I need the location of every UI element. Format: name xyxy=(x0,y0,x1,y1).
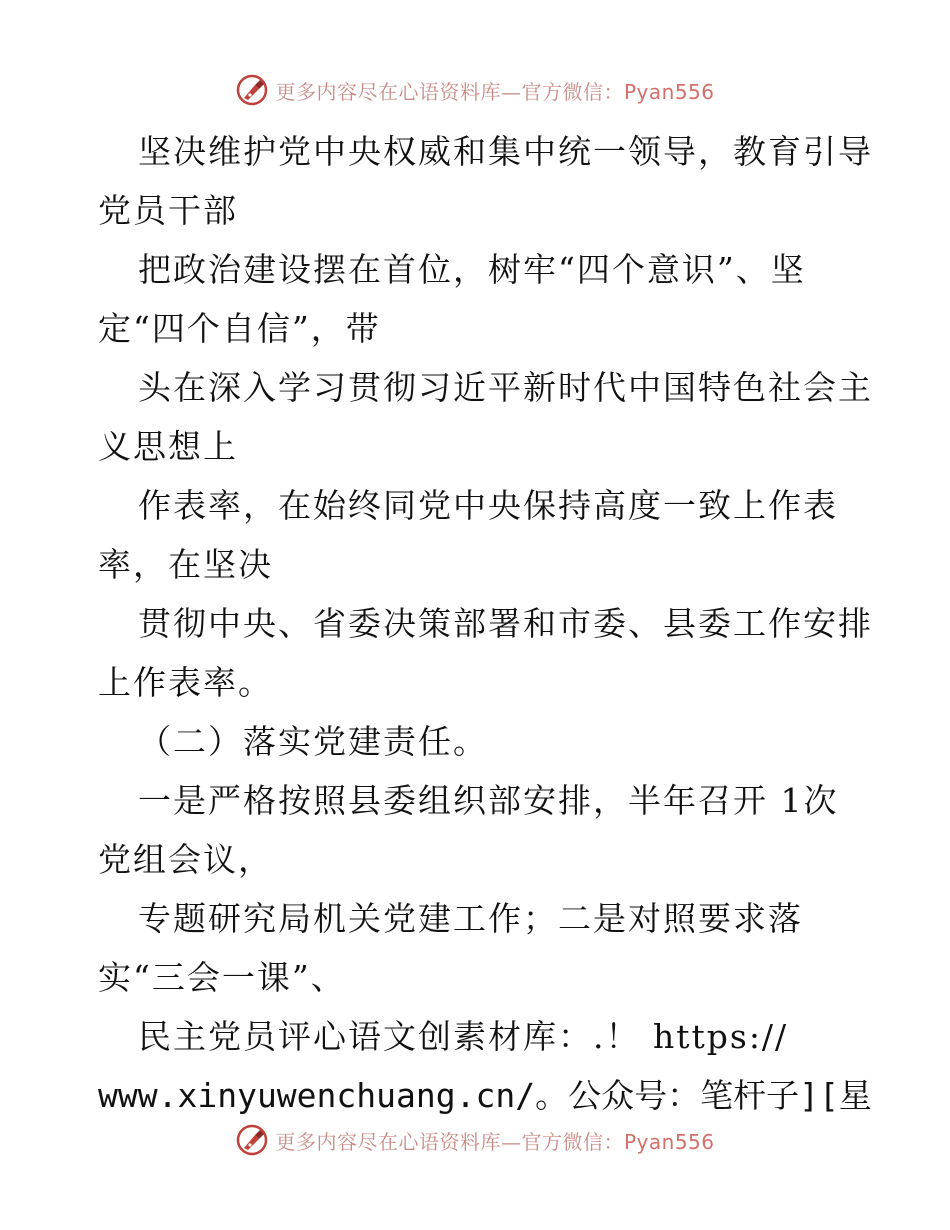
paragraph-line: 党员干部 xyxy=(98,191,238,230)
paragraph-line: 民主党员评心语文创素材库：.！ https:// xyxy=(138,1017,789,1056)
header-banner-handle: Pyan556 xyxy=(623,79,715,104)
document-body xyxy=(98,122,873,1125)
footer-banner-official: 官方微信： xyxy=(521,1129,624,1154)
paragraph-line: 把政治建设摆在首位，树牢“四个意识”、坚 xyxy=(138,250,806,289)
pen-nib-circle-logo-icon xyxy=(235,1123,269,1157)
paragraph-line: 实“三会一课”、 xyxy=(98,958,346,997)
paragraph-line: 上作表率。 xyxy=(98,663,273,702)
pen-nib-circle-logo-icon xyxy=(235,73,269,107)
header-watermark-banner xyxy=(0,70,950,110)
footer-watermark-banner xyxy=(0,1120,950,1160)
footer-banner-dash: — xyxy=(500,1129,522,1154)
paragraph-line: 贯彻中央、省委决策部署和市委、县委工作安排 xyxy=(138,604,873,643)
header-banner-text xyxy=(275,76,714,105)
paragraph-line: 头在深入学习贯彻习近平新时代中国特色社会主 xyxy=(138,368,873,407)
footer-banner-handle: Pyan556 xyxy=(623,1129,715,1154)
header-banner-main: 更多内容尽在心语资料库 xyxy=(275,79,501,104)
paragraph-line: 义思想上 xyxy=(98,427,238,466)
section-heading: （二）落实党建责任。 xyxy=(138,722,488,761)
paragraph-line: 率，在坚决 xyxy=(98,545,273,584)
paragraph-line: 作表率，在始终同党中央保持高度一致上作表 xyxy=(138,486,838,525)
paragraph-line: 定“四个自信”，带 xyxy=(98,309,381,348)
paragraph-line: 一是严格按照县委组织部安排，半年召开 1次 xyxy=(138,781,839,820)
paragraph-line: 坚决维护党中央权威和集中统一领导，教育引导 xyxy=(138,132,873,171)
footer-banner-text xyxy=(275,1126,714,1155)
paragraph-line: 专题研究局机关党建工作；二是对照要求落 xyxy=(138,899,803,938)
header-banner-official: 官方微信： xyxy=(521,79,624,104)
header-banner-dash: — xyxy=(500,79,522,104)
footer-banner-main: 更多内容尽在心语资料库 xyxy=(275,1129,501,1154)
url-line: www.xinyuwenchuang.cn/。公众号：笔杆子][星 xyxy=(98,1076,872,1115)
paragraph-line: 党组会议， xyxy=(98,840,273,879)
